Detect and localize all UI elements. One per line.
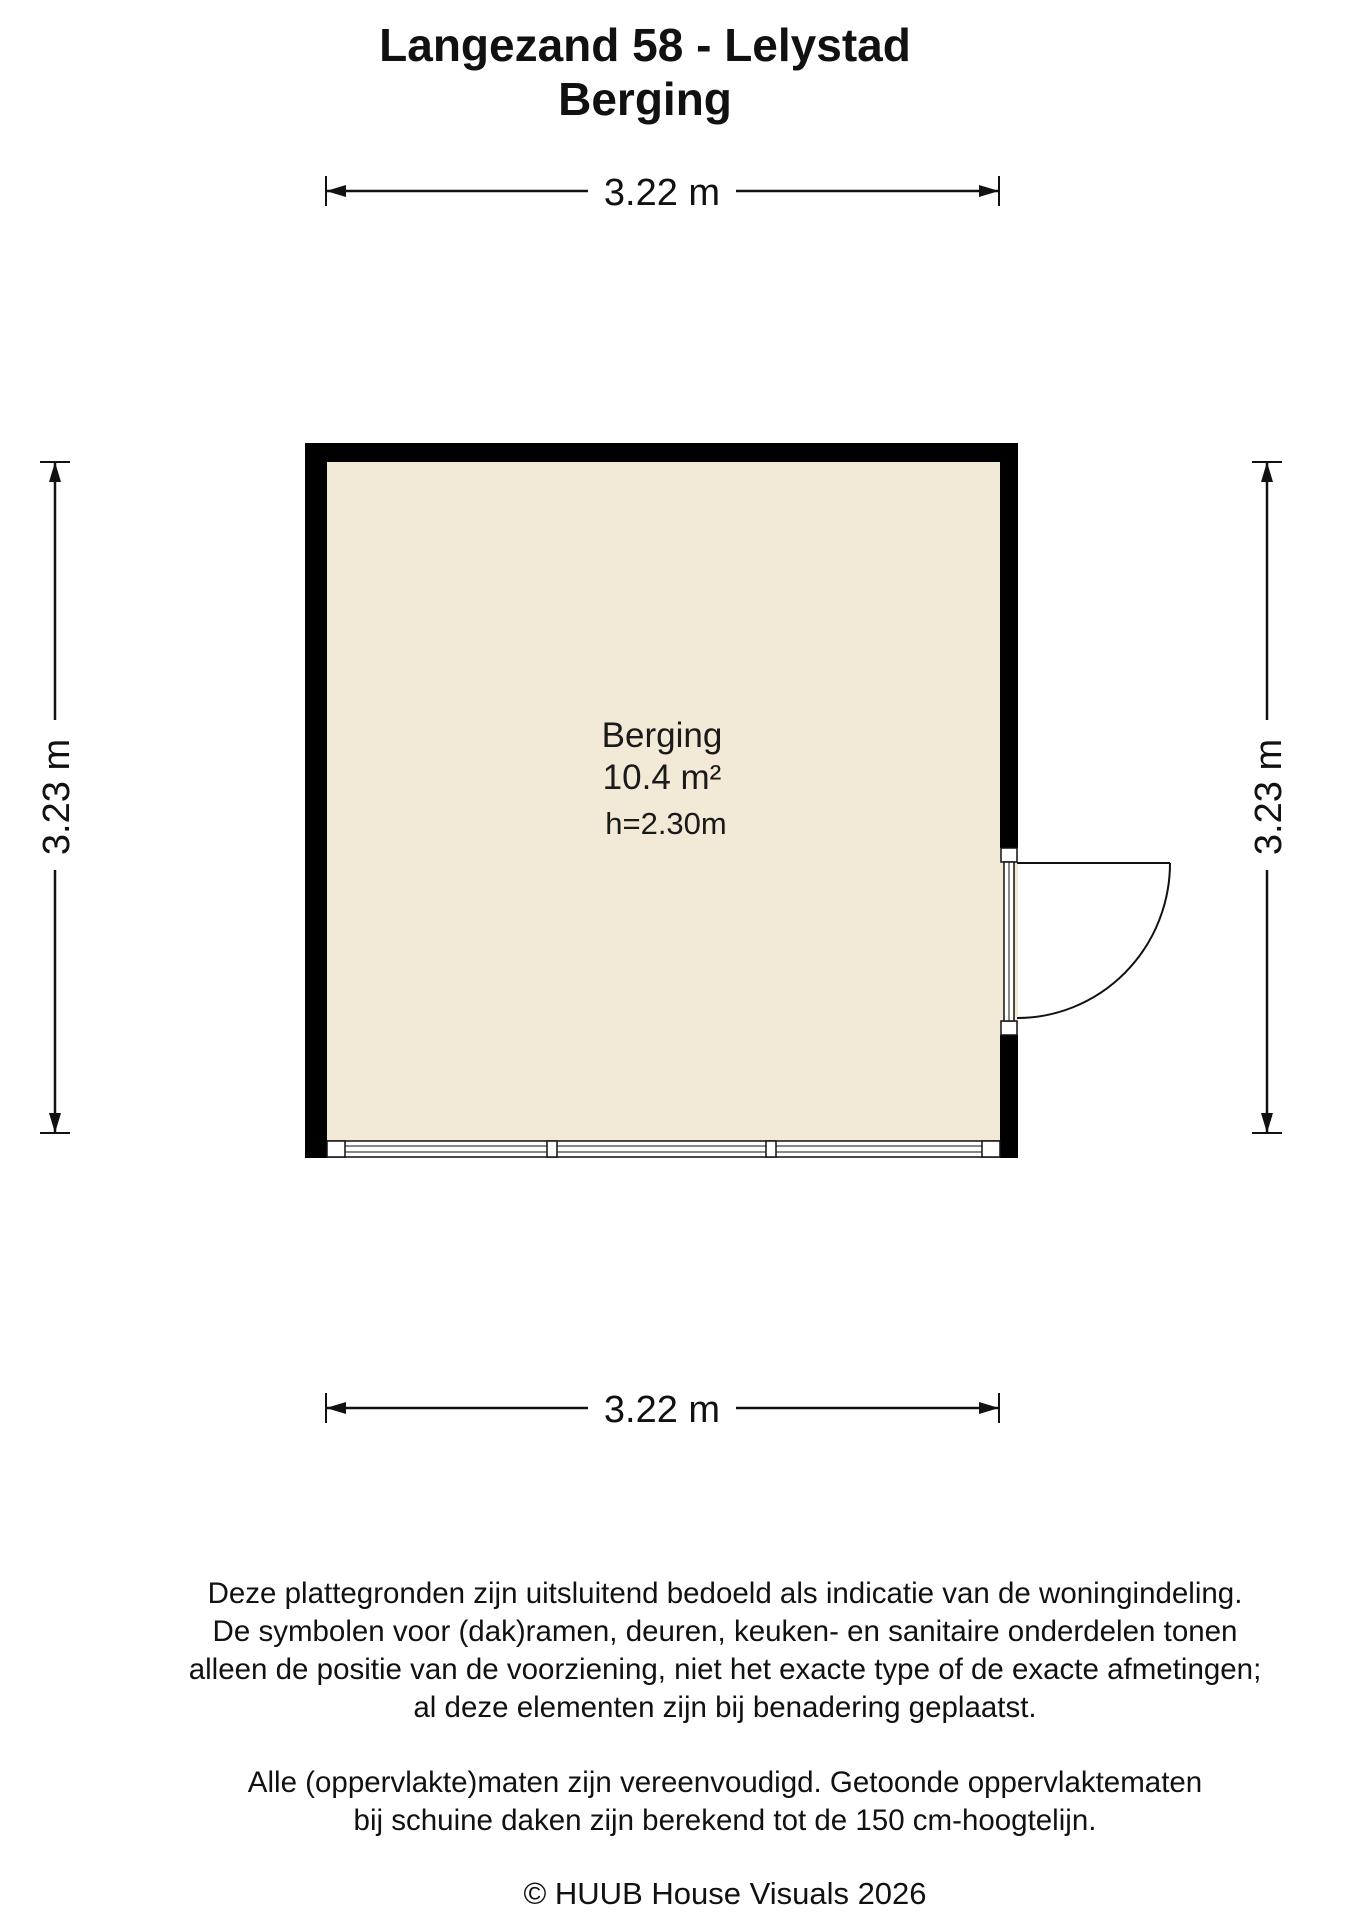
disclaimer-line: alleen de positie van de voorziening, niet het exacte type of de exacte afmetingen; <box>188 1653 1262 1686</box>
dimension-label-right: 3.23 m <box>1248 738 1290 856</box>
disclaimer-paragraph-2 <box>0 1764 1358 1840</box>
room-berging <box>305 443 1170 1158</box>
copyright: © HUUB House Visuals 2026 <box>523 1876 927 1911</box>
page-title: Langezand 58 - Lelystad <box>379 19 911 71</box>
dimension-label-top: 3.22 m <box>603 172 721 214</box>
disclaimer-line: Deze plattegronden zijn uitsluitend bedoeld als indicatie van de woningindeling. <box>207 1577 1243 1610</box>
door <box>1001 848 1170 1035</box>
window-strip <box>327 1141 1000 1157</box>
door-jamb <box>1001 1021 1017 1035</box>
window-frame <box>327 1141 1000 1157</box>
room-height: h=2.30m <box>605 806 727 841</box>
dimension-label-bottom: 3.22 m <box>603 1389 721 1431</box>
wall-top <box>305 443 1018 462</box>
wall-bottom-right <box>1000 1140 1018 1158</box>
disclaimer-paragraph-1 <box>0 1575 1358 1727</box>
room-name: Berging <box>601 716 723 755</box>
disclaimer-line: al deze elementen zijn bij benadering geplaatst. <box>413 1691 1037 1724</box>
dimension-top <box>326 172 999 214</box>
window-post <box>547 1141 557 1157</box>
window-post <box>327 1141 345 1157</box>
wall-right-upper <box>1000 443 1018 848</box>
disclaimer-line: bij schuine daken zijn berekend tot de 150 cm-hoogtelijn. <box>353 1804 1097 1837</box>
wall-bottom-left <box>305 1140 327 1158</box>
dimension-bottom <box>326 1389 999 1431</box>
window-post <box>982 1141 1000 1157</box>
disclaimer-line: De symbolen voor (dak)ramen, deuren, keuken- en sanitaire onderdelen tonen <box>212 1615 1238 1648</box>
wall-left <box>305 443 327 1158</box>
disclaimer-line: Alle (oppervlakte)maten zijn vereenvoudigd. Getoonde oppervlaktematen <box>247 1766 1203 1799</box>
window-post <box>766 1141 776 1157</box>
room-floor <box>305 443 1018 1158</box>
wall-right-lower <box>1000 1035 1018 1158</box>
door-jamb <box>1001 848 1017 862</box>
dimension-right <box>1248 462 1290 1133</box>
dimension-left <box>36 462 78 1133</box>
page-subtitle: Berging <box>558 73 732 125</box>
dimension-label-left: 3.23 m <box>36 738 78 856</box>
door-swing-arc <box>1017 863 1170 1018</box>
room-area: 10.4 m² <box>602 758 722 797</box>
